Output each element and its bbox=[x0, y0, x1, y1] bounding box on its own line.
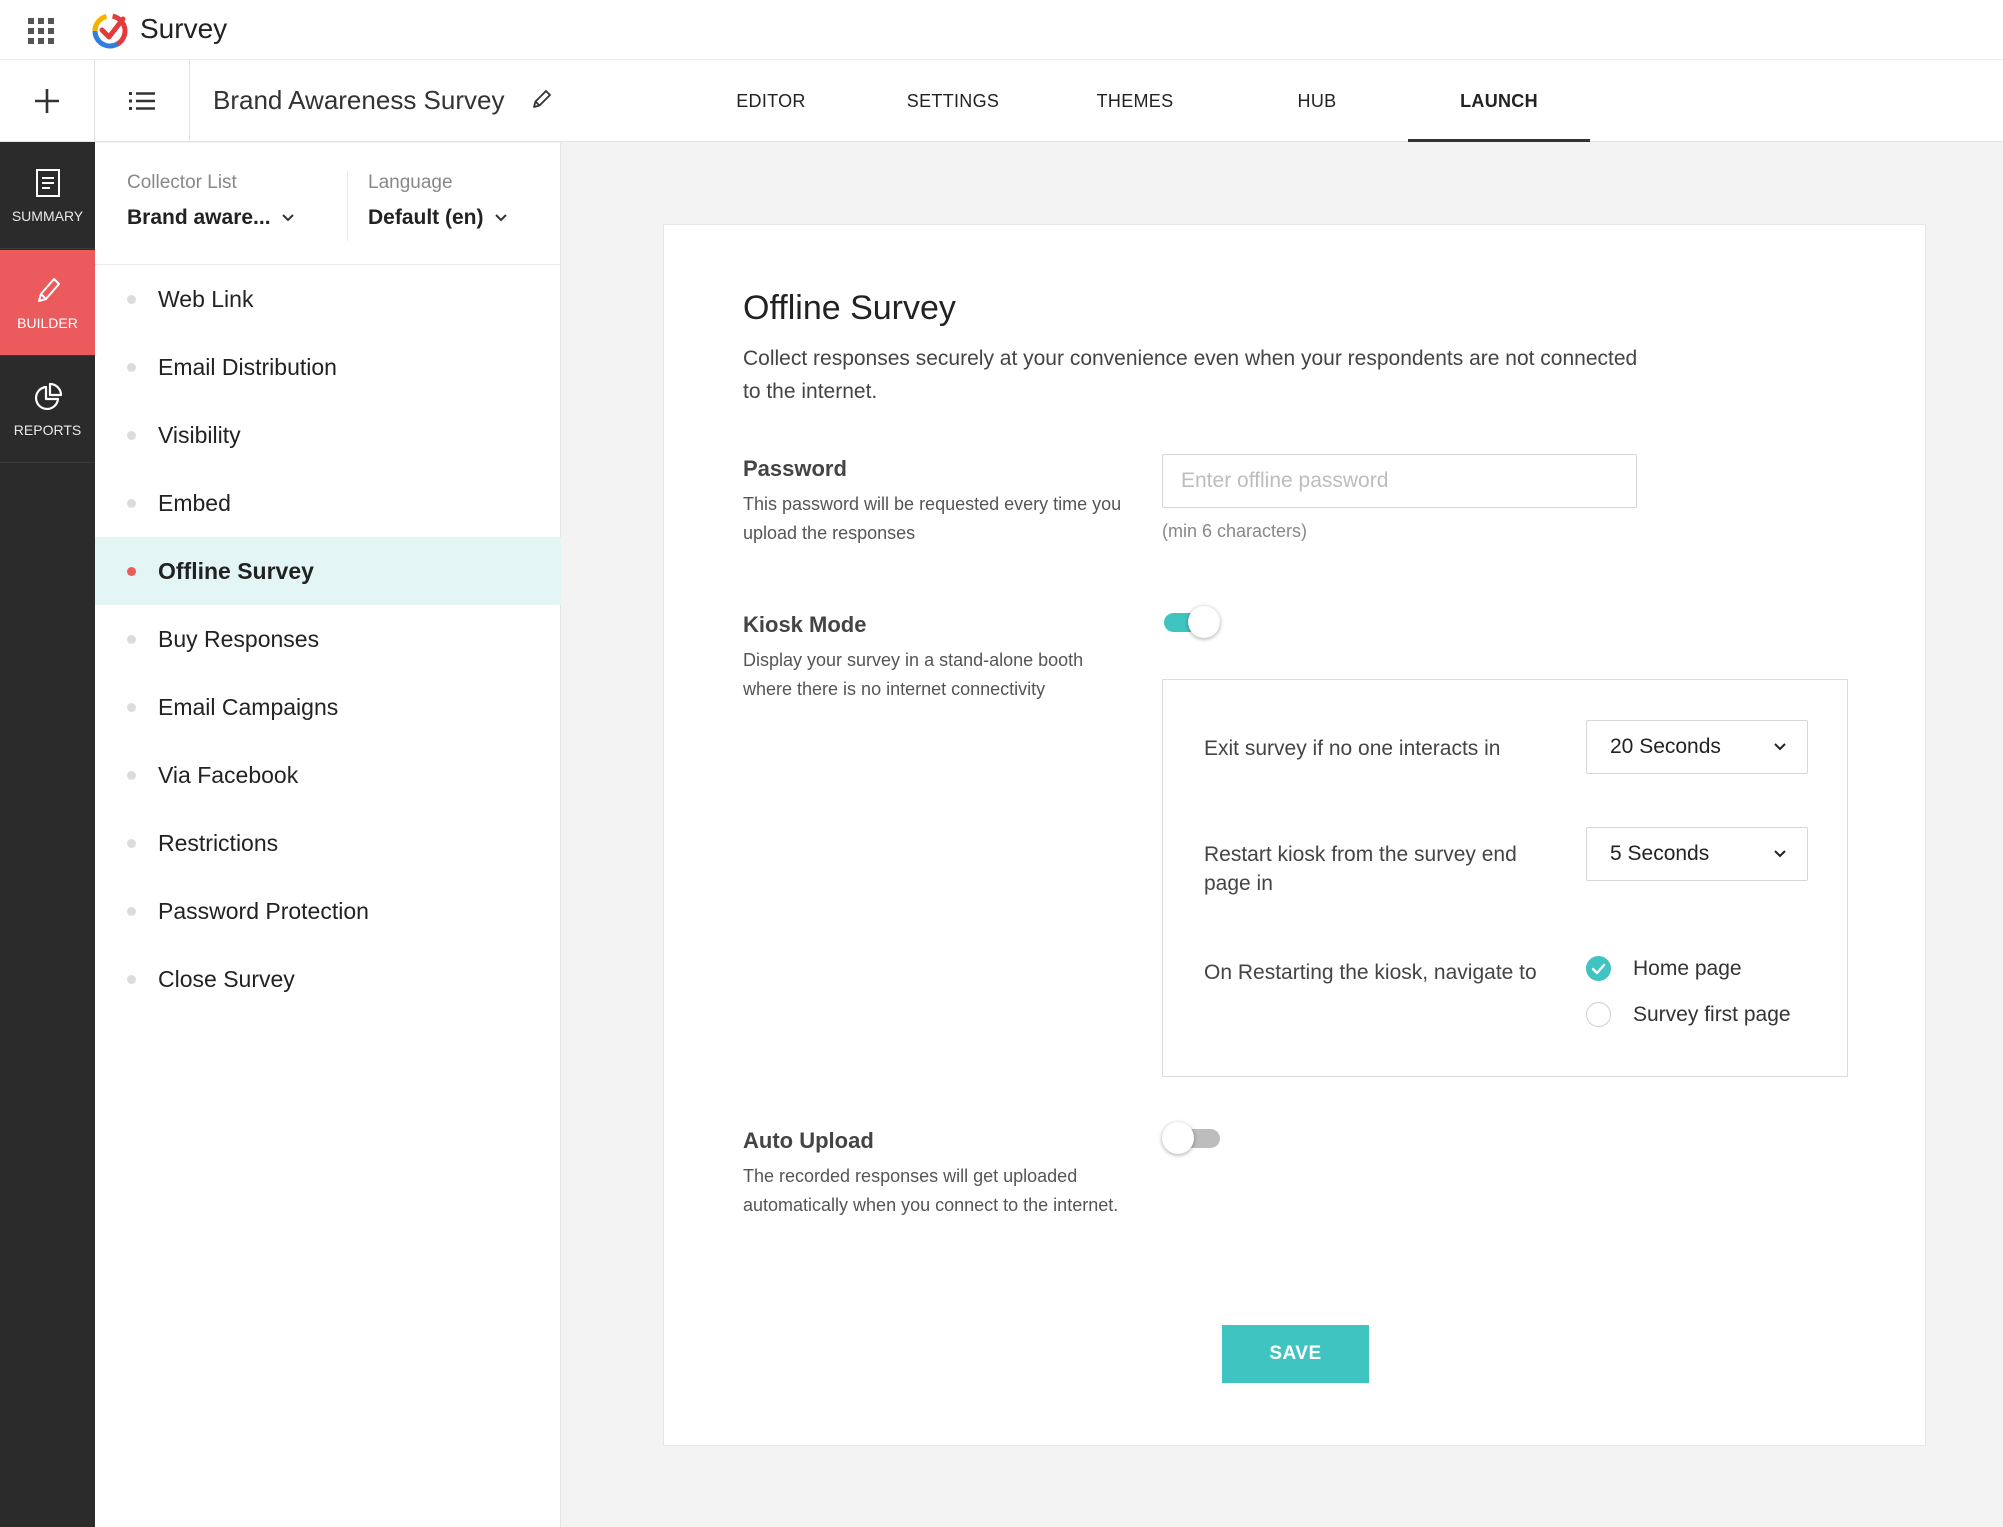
kiosk-mode-help: Display your survey in a stand-alone booth where there is no internet connectivity bbox=[743, 650, 1084, 699]
menu-item-close-survey[interactable] bbox=[95, 945, 561, 1013]
bullet-dot bbox=[127, 431, 136, 440]
bullet-dot bbox=[127, 907, 136, 916]
offline-survey-card bbox=[663, 224, 1926, 1446]
menu-item-label: Restrictions bbox=[158, 829, 279, 856]
exit-timeout-value: 20 Seconds bbox=[1610, 735, 1721, 758]
menu-item-email-campaigns[interactable] bbox=[95, 673, 561, 741]
menu-item-label: Close Survey bbox=[158, 965, 295, 992]
page-description: Collect responses securely at your convenience even when your respondents are not connected to the internet. bbox=[743, 347, 1638, 403]
chevron-down-icon bbox=[281, 213, 295, 223]
nav-summary-label: SUMMARY bbox=[11, 207, 84, 224]
toggle-knob bbox=[1188, 606, 1220, 638]
radio-checked bbox=[1586, 956, 1611, 981]
kiosk-settings-box bbox=[1162, 679, 1848, 1077]
collector-list-selector bbox=[127, 171, 317, 231]
radio-survey-first-page[interactable] bbox=[1586, 1002, 1791, 1027]
exit-survey-label: Exit survey if no one interacts in bbox=[1204, 737, 1501, 760]
menu-item-email-distribution[interactable] bbox=[95, 333, 561, 401]
bullet-dot bbox=[127, 295, 136, 304]
save-button[interactable]: SAVE bbox=[1222, 1325, 1369, 1383]
nav-builder[interactable] bbox=[0, 250, 95, 356]
radio-survey-first-page-label: Survey first page bbox=[1633, 1002, 1791, 1026]
bullet-dot bbox=[127, 975, 136, 984]
active-dot bbox=[127, 567, 136, 576]
menu-item-label: Email Campaigns bbox=[158, 693, 339, 720]
radio-home-page-label: Home page bbox=[1633, 956, 1742, 980]
nav-builder-label: BUILDER bbox=[17, 314, 78, 331]
collector-menu bbox=[95, 265, 561, 1013]
menu-item-label: Web Link bbox=[158, 285, 254, 312]
nav-reports[interactable] bbox=[0, 357, 95, 463]
menu-item-label: Via Facebook bbox=[158, 761, 299, 788]
bullet-dot bbox=[127, 771, 136, 780]
kiosk-mode-toggle[interactable] bbox=[1162, 605, 1220, 639]
menu-item-label: Password Protection bbox=[158, 897, 369, 924]
radio-unchecked bbox=[1586, 1002, 1611, 1027]
chevron-down-icon bbox=[1773, 849, 1787, 859]
tab-themes[interactable]: THEMES bbox=[1096, 90, 1174, 111]
navigate-to-label: On Restarting the kiosk, navigate to bbox=[1204, 961, 1537, 984]
tab-editor[interactable]: EDITOR bbox=[736, 90, 806, 111]
toggle-knob bbox=[1162, 1122, 1194, 1154]
apps-grid-icon[interactable] bbox=[28, 18, 54, 44]
tab-settings[interactable]: SETTINGS bbox=[906, 90, 1000, 111]
collector-list-dropdown[interactable] bbox=[127, 205, 317, 231]
pencil-icon bbox=[34, 275, 62, 305]
tab-hub[interactable]: HUB bbox=[1297, 90, 1337, 111]
survey-logo-icon bbox=[90, 10, 130, 50]
collector-list-caption: Collector List bbox=[127, 172, 237, 193]
main-tabs bbox=[680, 60, 1590, 142]
nav-reports-label: REPORTS bbox=[13, 421, 82, 438]
menu-item-label: Visibility bbox=[158, 421, 241, 448]
restart-kiosk-label: Restart kiosk from the survey end page in bbox=[1204, 843, 1517, 895]
left-nav bbox=[0, 60, 95, 1527]
menu-item-via-facebook[interactable] bbox=[95, 741, 561, 809]
edit-title-icon[interactable] bbox=[531, 88, 553, 110]
menu-item-label: Embed bbox=[158, 489, 231, 516]
language-dropdown[interactable] bbox=[368, 205, 508, 231]
plus-icon bbox=[32, 86, 62, 116]
bullet-dot bbox=[127, 635, 136, 644]
bullet-dot bbox=[127, 839, 136, 848]
bullet-dot bbox=[127, 499, 136, 508]
pie-chart-icon bbox=[33, 382, 63, 412]
bullet-dot bbox=[127, 703, 136, 712]
menu-item-embed[interactable] bbox=[95, 469, 561, 537]
restart-timeout-value: 5 Seconds bbox=[1610, 842, 1710, 865]
page-title: Offline Survey bbox=[743, 289, 956, 327]
auto-upload-toggle[interactable] bbox=[1162, 1121, 1220, 1155]
check-icon bbox=[1586, 956, 1611, 981]
list-icon bbox=[128, 90, 156, 112]
tab-launch[interactable]: LAUNCH bbox=[1408, 60, 1590, 142]
collector-list-value: Brand aware... bbox=[127, 206, 271, 229]
collector-sidebar bbox=[95, 143, 561, 1527]
nav-summary[interactable] bbox=[0, 143, 95, 249]
bullet-dot bbox=[127, 363, 136, 372]
offline-password-input[interactable] bbox=[1162, 454, 1637, 508]
menu-item-web-link[interactable] bbox=[95, 265, 561, 333]
language-selector bbox=[347, 171, 508, 241]
password-hint: (min 6 characters) bbox=[1162, 521, 1308, 541]
auto-upload-label: Auto Upload bbox=[743, 1128, 874, 1153]
chevron-down-icon bbox=[494, 213, 508, 223]
password-label: Password bbox=[743, 456, 847, 481]
top-bar bbox=[0, 0, 2003, 60]
language-caption: Language bbox=[368, 172, 453, 193]
menu-item-buy-responses[interactable] bbox=[95, 605, 561, 673]
document-icon bbox=[35, 168, 61, 198]
collector-selectors bbox=[95, 143, 561, 265]
language-value: Default (en) bbox=[368, 206, 484, 229]
exit-timeout-select[interactable] bbox=[1586, 720, 1808, 774]
chevron-down-icon bbox=[1773, 742, 1787, 752]
survey-list-button[interactable] bbox=[95, 60, 190, 142]
radio-home-page[interactable] bbox=[1586, 956, 1742, 981]
menu-item-password-protection[interactable] bbox=[95, 877, 561, 945]
survey-title: Brand Awareness Survey bbox=[213, 85, 505, 115]
survey-title-bar bbox=[95, 60, 2003, 142]
create-new-button[interactable] bbox=[0, 60, 95, 142]
brand-name: Survey bbox=[140, 13, 228, 44]
auto-upload-help: The recorded responses will get uploaded automatically when you connect to the internet. bbox=[743, 1166, 1119, 1215]
menu-item-visibility[interactable] bbox=[95, 401, 561, 469]
kiosk-mode-label: Kiosk Mode bbox=[743, 612, 867, 637]
menu-item-offline-survey[interactable] bbox=[95, 537, 561, 605]
restart-timeout-select[interactable] bbox=[1586, 827, 1808, 881]
menu-item-label: Offline Survey bbox=[158, 557, 314, 584]
menu-item-restrictions[interactable] bbox=[95, 809, 561, 877]
password-help: This password will be requested every time you upload the responses bbox=[743, 494, 1122, 543]
menu-item-label: Buy Responses bbox=[158, 625, 320, 652]
menu-item-label: Email Distribution bbox=[158, 353, 337, 380]
